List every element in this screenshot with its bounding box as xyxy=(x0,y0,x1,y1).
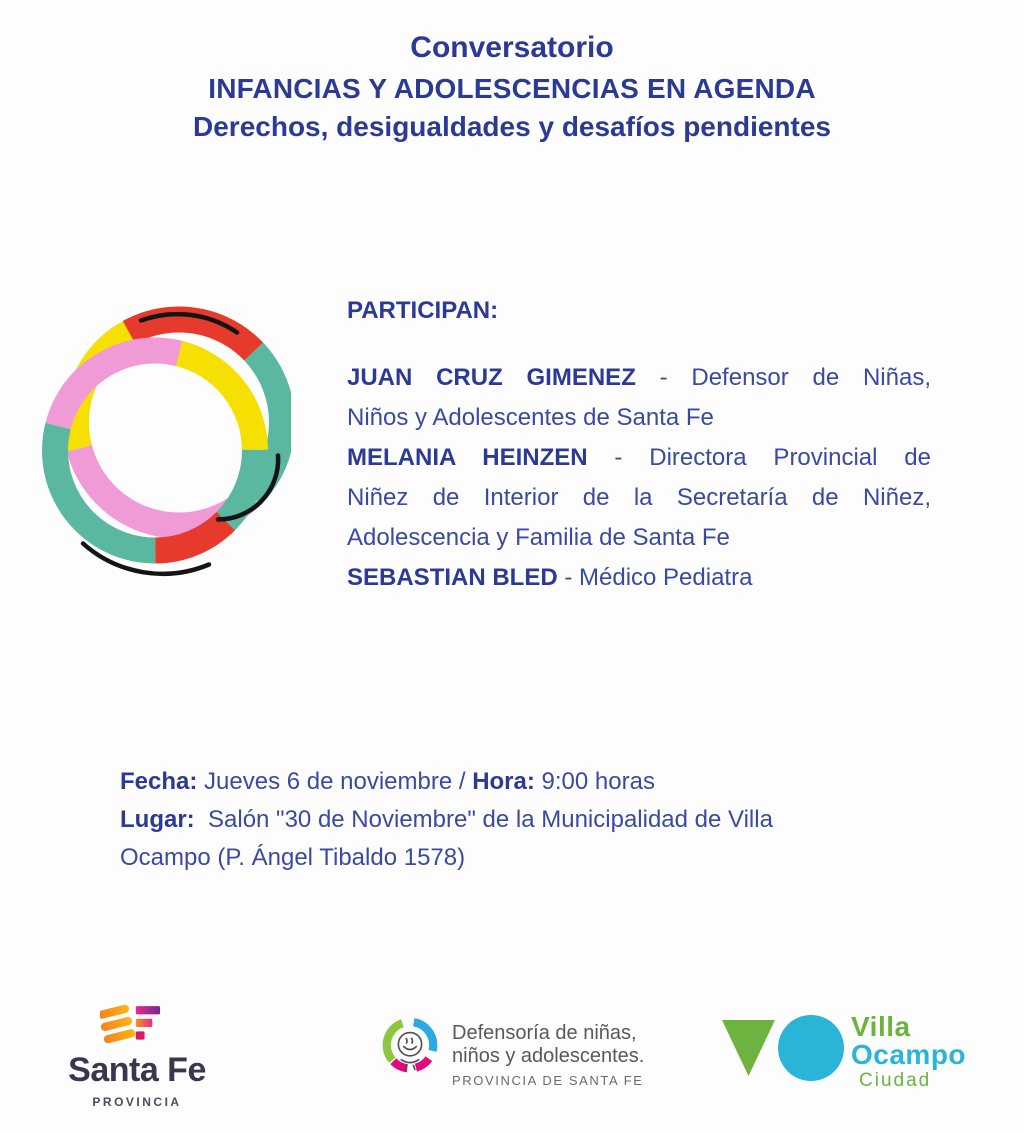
interlocking-rings-logo xyxy=(33,292,291,578)
participant-role: Adolescencia y Familia de Santa Fe xyxy=(347,524,730,551)
time-label: Hora: xyxy=(472,768,535,795)
defensoria-text-line2: niños y adolescentes. xyxy=(452,1045,645,1067)
villa-ocampo-ciudad-label: Ciudad xyxy=(859,1070,932,1091)
place-label: Lugar: xyxy=(120,806,195,833)
participant-line xyxy=(347,518,931,558)
sf-bars xyxy=(136,1006,160,1039)
santa-fe-logo-mark xyxy=(100,1002,162,1050)
villa-ocampo-text-line2: Ocampo xyxy=(851,1039,967,1070)
defensoria-provincia-label: PROVINCIA DE SANTA FE xyxy=(452,1073,644,1088)
event-type-title: Conversatorio xyxy=(410,31,614,64)
participant-line xyxy=(347,558,931,598)
date-value: Jueves 6 de noviembre / xyxy=(197,768,473,795)
participant-line xyxy=(347,398,931,438)
participant-name: SEBASTIAN BLED xyxy=(347,564,558,591)
date-label: Fecha: xyxy=(120,768,198,795)
villa-ocampo-logo-text xyxy=(851,1013,966,1093)
event-subtitle: Derechos, desigualdades y desafíos pendientes xyxy=(193,111,831,142)
event-details xyxy=(120,763,940,877)
participant-name: JUAN CRUZ GIMENEZ xyxy=(347,364,636,391)
participants-list xyxy=(347,358,931,598)
participant-line xyxy=(347,478,931,518)
participant-role: - Defensor de Niñas, xyxy=(635,364,931,391)
villa-ocampo-triangle-icon xyxy=(722,1019,776,1077)
participant-name: MELANIA HEINZEN xyxy=(347,444,588,471)
participant-role: Niños y Adolescentes de Santa Fe xyxy=(347,404,714,431)
defensoria-logo-text xyxy=(452,1022,644,1091)
sf-wave-stripes xyxy=(100,1004,136,1044)
defensoria-logo-icon xyxy=(379,1016,441,1084)
defensoria-text-line1: Defensoría de niñas, xyxy=(452,1022,637,1044)
santa-fe-wordmark: Santa Fe xyxy=(68,1051,206,1089)
title-block xyxy=(0,26,1024,146)
participants-heading: PARTICIPAN: xyxy=(347,297,499,324)
participant-line xyxy=(347,358,931,398)
villa-ocampo-circle-icon xyxy=(778,1015,844,1081)
place-value: Ocampo (P. Ángel Tibaldo 1578) xyxy=(120,844,466,871)
place-value: Salón "30 de Noviembre" de la Municipalidad de Villa xyxy=(194,806,773,833)
participant-role: - Médico Pediatra xyxy=(557,564,753,591)
participant-line xyxy=(347,438,931,478)
time-value: 9:00 horas xyxy=(534,768,655,795)
date-time-line xyxy=(120,763,940,801)
participant-role: - Directora Provincial de xyxy=(587,444,931,471)
participant-role: Niñez de Interior de la Secretaría de Niñez, xyxy=(347,484,931,511)
villa-ocampo-text-line1: Villa xyxy=(851,1011,911,1042)
event-name-title: INFANCIAS Y ADOLESCENCIAS EN AGENDA xyxy=(208,73,816,104)
place-line xyxy=(120,801,940,839)
place-line-2 xyxy=(120,839,940,877)
santa-fe-provincia-label: PROVINCIA xyxy=(92,1095,182,1109)
